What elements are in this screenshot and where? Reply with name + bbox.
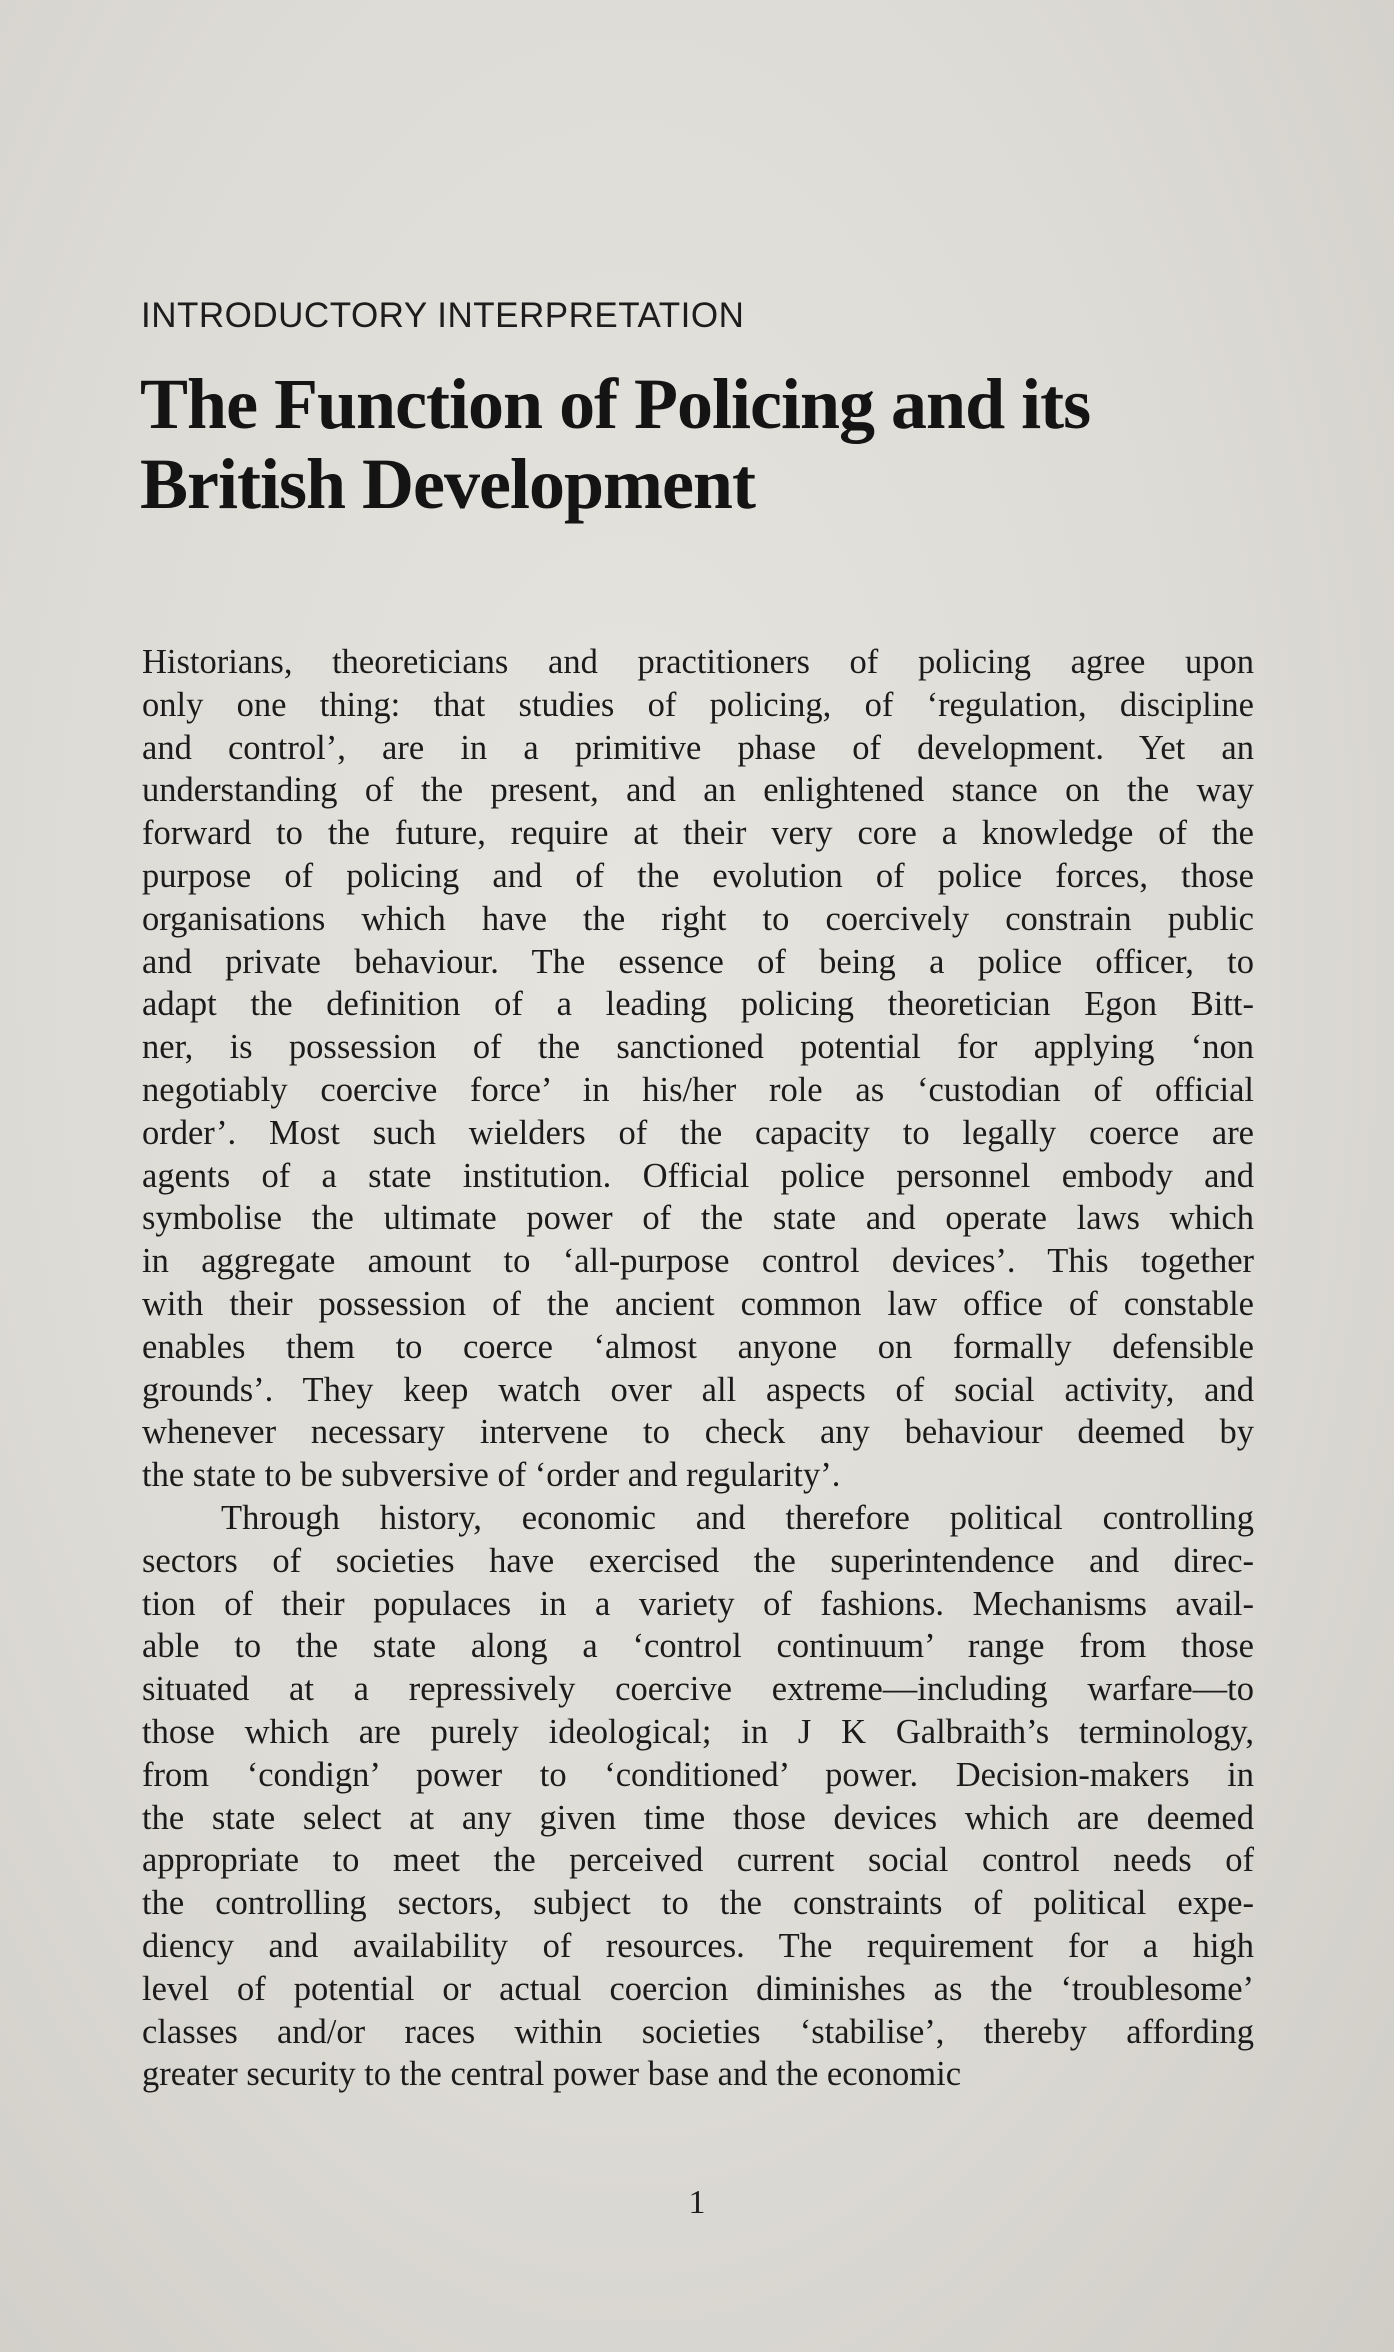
- body-line: diency and availability of resources. The requirement for a high: [142, 1926, 1254, 1965]
- body-line: understanding of the present, and an enlightened stance on the way: [142, 771, 1254, 810]
- body-line: situated at a repressively coercive extreme—including warfare—to: [142, 1670, 1254, 1709]
- body-line: classes and/or races within societies ‘stabilise’, thereby affording: [142, 2012, 1254, 2051]
- body-line: and control’, are in a primitive phase of development. Yet an: [142, 728, 1254, 767]
- body-line: the state to be subversive of ‘order and regularity’.: [142, 1456, 841, 1495]
- body-line: and private behaviour. The essence of being a police officer, to: [142, 942, 1254, 981]
- body-line: negotiably coercive force’ in his/her role as ‘custodian of official: [142, 1070, 1254, 1109]
- section-kicker: INTRODUCTORY INTERPRETATION: [141, 296, 745, 335]
- body-line: greater security to the central power base and the economic: [142, 2055, 962, 2094]
- chapter-title: [140, 364, 1270, 524]
- body-line: forward to the future, require at their very core a knowledge of the: [142, 814, 1254, 853]
- page-number: 1: [688, 2184, 706, 2221]
- body-line: Historians, theoreticians and practitioners of policing agree upon: [142, 643, 1254, 681]
- body-line: only one thing: that studies of policing, of ‘regulation, discipline: [142, 685, 1254, 724]
- body-line: grounds’. They keep watch over all aspects of social activity, and: [142, 1370, 1254, 1409]
- chapter-title-line: British Development: [140, 444, 755, 524]
- body-line: appropriate to meet the perceived current social control needs of: [142, 1841, 1254, 1880]
- chapter-title-line: The Function of Policing and its: [140, 364, 1091, 444]
- body-line: sectors of societies have exercised the superintendence and direc-: [142, 1541, 1254, 1580]
- body-line: agents of a state institution. Official police personnel embody and: [142, 1156, 1254, 1195]
- body-text: [142, 641, 1254, 2096]
- body-line: whenever necessary intervene to check any behaviour deemed by: [142, 1413, 1254, 1452]
- body-line: symbolise the ultimate power of the state and operate laws which: [142, 1199, 1254, 1238]
- body-line: able to the state along a ‘control continuum’ range from those: [142, 1627, 1254, 1666]
- body-line: those which are purely ideological; in J K Galbraith’s terminology,: [142, 1712, 1254, 1751]
- body-line: with their possession of the ancient common law office of constable: [142, 1284, 1254, 1323]
- body-line: the controlling sectors, subject to the constraints of political expe-: [142, 1884, 1254, 1923]
- body-line: level of potential or actual coercion diminishes as the ‘troublesome’: [142, 1969, 1254, 2008]
- body-line: tion of their populaces in a variety of fashions. Mechanisms avail-: [142, 1584, 1254, 1623]
- body-line: the state select at any given time those devices which are deemed: [142, 1798, 1254, 1837]
- body-line: Through history, economic and therefore political controlling: [142, 1498, 1254, 1537]
- body-line: purpose of policing and of the evolution of police forces, those: [142, 856, 1254, 895]
- body-line: from ‘condign’ power to ‘conditioned’ power. Decision-makers in: [142, 1755, 1254, 1794]
- body-line: organisations which have the right to coercively constrain public: [142, 899, 1254, 938]
- body-line: ner, is possession of the sanctioned potential for applying ‘non: [142, 1028, 1254, 1067]
- body-line: enables them to coerce ‘almost anyone on formally defensible: [142, 1327, 1254, 1366]
- body-line: adapt the definition of a leading policing theoretician Egon Bitt-: [142, 985, 1254, 1024]
- body-line: in aggregate amount to ‘all-purpose control devices’. This together: [142, 1242, 1254, 1281]
- body-line: order’. Most such wielders of the capacity to legally coerce are: [142, 1113, 1254, 1152]
